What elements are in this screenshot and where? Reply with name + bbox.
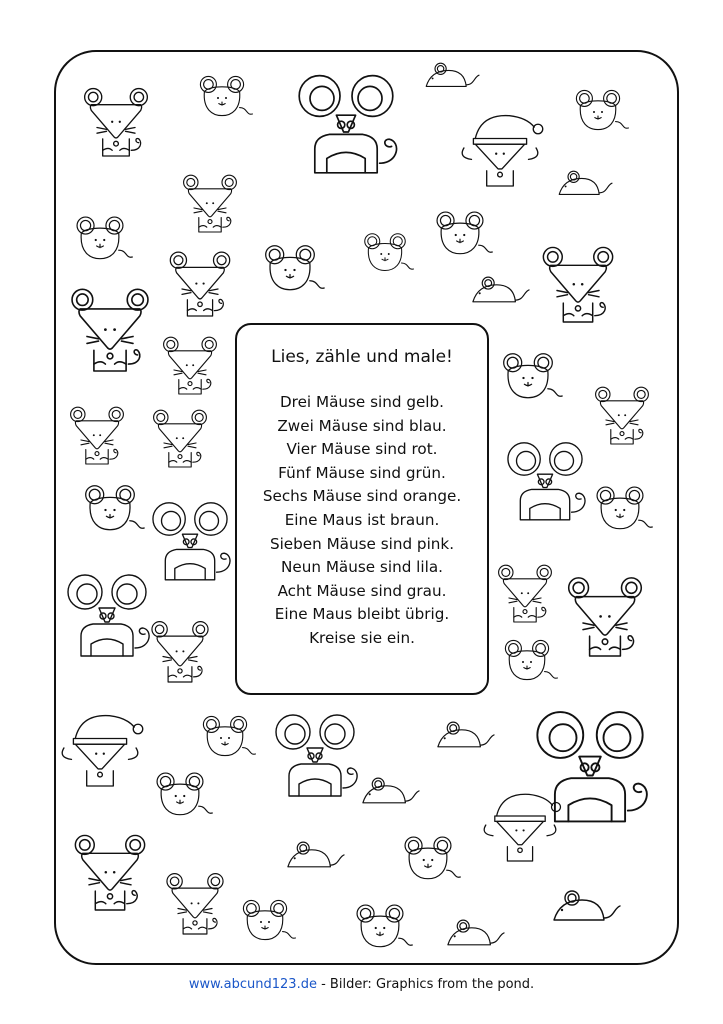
mouse-big-eyes-icon <box>153 503 230 580</box>
instruction-line: Kreise sie ein. <box>309 628 415 647</box>
instruction-line: Acht Mäuse sind grau. <box>277 581 447 600</box>
mouse-triangle-icon <box>569 578 642 656</box>
mouse-face-icon <box>576 90 628 129</box>
instruction-line: Sieben Mäuse sind pink. <box>269 534 455 553</box>
mouse-face-icon <box>597 487 652 529</box>
mouse-side-icon <box>426 63 479 86</box>
instruction-line: Eine Maus ist braun. <box>284 510 440 529</box>
mouse-face-icon <box>505 640 557 679</box>
mouse-face-icon <box>77 217 132 259</box>
mouse-side-icon <box>438 722 494 747</box>
mouse-santa-hat-icon <box>484 794 560 861</box>
mouse-big-eyes-icon <box>276 715 357 796</box>
mouse-triangle-icon <box>499 565 552 622</box>
mouse-triangle-icon <box>154 410 207 467</box>
mouse-santa-hat-icon <box>62 716 143 786</box>
mouse-big-eyes-icon <box>68 575 149 656</box>
instruction-line: Neun Mäuse sind lila. <box>281 558 443 577</box>
mouse-side-icon <box>288 842 344 867</box>
mouse-triangle-icon <box>167 874 223 934</box>
instruction-line: Sechs Mäuse sind orange. <box>262 487 462 506</box>
mouse-big-eyes-icon <box>537 712 647 821</box>
instruction-line: Drei Mäuse sind gelb. <box>279 393 444 411</box>
mouse-triangle-icon <box>75 835 144 910</box>
instruction-line: Fünf Mäuse sind grün. <box>278 463 446 482</box>
mouse-triangle-icon <box>596 387 649 444</box>
mouse-big-eyes-icon <box>508 443 585 520</box>
worksheet-title: Lies, zähle und male! <box>271 347 453 367</box>
mouse-face-icon <box>504 354 563 398</box>
mouse-triangle-icon <box>184 175 237 232</box>
mouse-side-icon <box>554 891 620 920</box>
mouse-face-icon <box>357 905 412 947</box>
footer <box>0 977 723 992</box>
instruction-line: Zwei Mäuse sind blau. <box>277 416 447 435</box>
mouse-face-icon <box>266 246 325 290</box>
mouse-face-icon <box>200 76 252 115</box>
mouse-face-icon <box>243 900 295 939</box>
mouse-side-icon <box>473 277 529 302</box>
mouse-triangle-icon <box>152 622 208 682</box>
mouse-triangle-icon <box>164 337 217 394</box>
mouse-triangle-icon <box>85 89 148 156</box>
mouse-side-icon <box>363 778 419 803</box>
mouse-face-icon <box>365 234 414 271</box>
website-link[interactable]: www.abcund123.de <box>188 977 317 992</box>
mouse-triangle-icon <box>72 289 148 371</box>
mouse-triangle-icon <box>543 247 612 322</box>
mouse-face-icon <box>203 716 255 755</box>
mouse-triangle-icon <box>71 407 124 464</box>
instruction-line: Eine Maus bleibt übrig. <box>274 605 450 624</box>
mouse-face-icon <box>437 212 492 254</box>
mouse-face-icon <box>157 773 212 815</box>
instruction-box <box>235 323 489 695</box>
mouse-santa-hat-icon <box>462 116 543 186</box>
mouse-side-icon <box>559 171 612 194</box>
image-credit: - Bilder: Graphics from the pond. <box>316 977 535 992</box>
instruction-lines <box>237 391 487 651</box>
mouse-big-eyes-icon <box>299 76 396 173</box>
mouse-triangle-icon <box>170 252 229 316</box>
instruction-line: Vier Mäuse sind rot. <box>286 440 438 459</box>
mouse-face-icon <box>405 837 460 879</box>
mouse-side-icon <box>448 920 504 945</box>
mouse-face-icon <box>86 486 145 530</box>
